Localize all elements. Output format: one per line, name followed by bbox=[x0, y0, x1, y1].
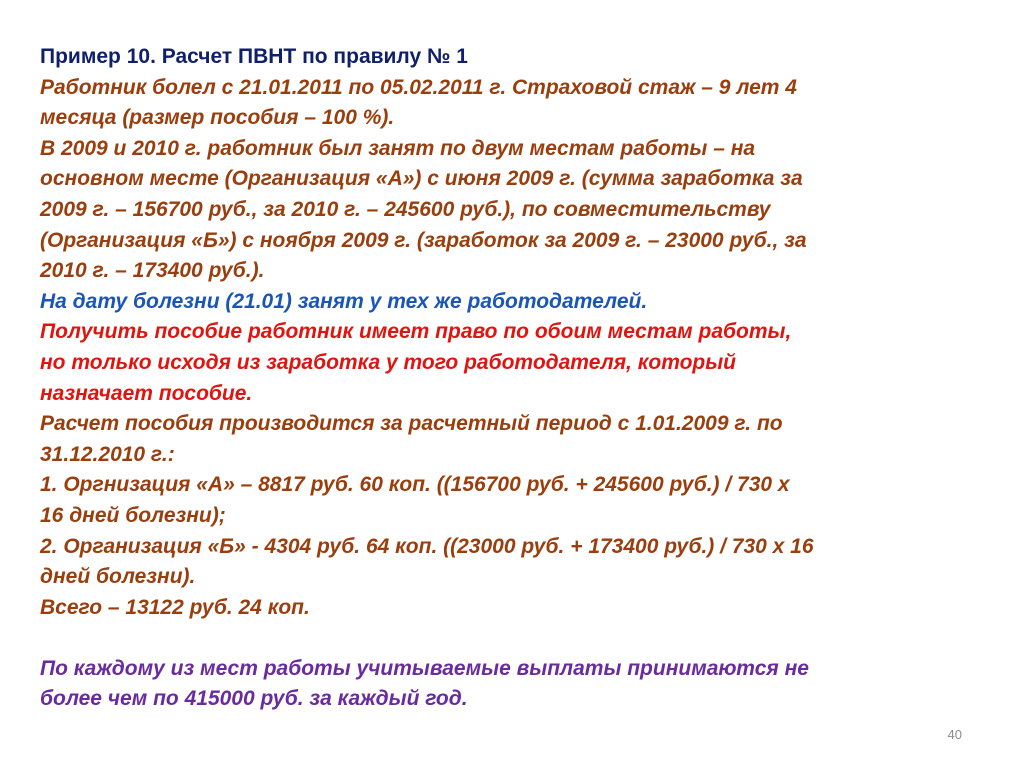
rights-line: но только исходя из заработка у того работодателя, который bbox=[40, 350, 737, 374]
calculation-paragraph bbox=[40, 409, 1000, 623]
calculation-line: Расчет пособия производится за расчетный период с 1.01.2009 г. по bbox=[40, 412, 783, 436]
spacer bbox=[40, 623, 1000, 654]
intro-paragraph bbox=[40, 73, 1000, 287]
limit-line: По каждому из мест работы учитываемые выплаты принимаются не bbox=[40, 656, 809, 680]
intro-line: 2009 г. – 156700 руб., за 2010 г. – 245600 руб.), по совместительству bbox=[40, 197, 771, 221]
slide-content bbox=[40, 42, 1000, 715]
total-line: Всего – 13122 руб. 24 коп. bbox=[40, 595, 310, 619]
intro-line: Работник болел с 21.01.2011 по 05.02.2011 г. Страховой стаж – 9 лет 4 bbox=[40, 75, 797, 99]
calculation-line: дней болезни). bbox=[40, 565, 196, 589]
slide-title: Пример 10. Расчет ПВНТ по правилу № 1 bbox=[40, 45, 468, 68]
intro-line: 2010 г. – 173400 руб.). bbox=[40, 259, 265, 283]
calculation-line: 16 дней болезни); bbox=[40, 503, 226, 527]
intro-line: месяца (размер пособия – 100 %). bbox=[40, 106, 395, 130]
intro-line: (Организация «Б») с ноября 2009 г. (заработок за 2009 г. – 23000 руб., за bbox=[40, 228, 807, 252]
calculation-line: 31.12.2010 г.: bbox=[40, 442, 175, 466]
limit-line: более чем по 415000 руб. за каждый год. bbox=[40, 687, 468, 711]
rights-paragraph bbox=[40, 317, 1000, 409]
intro-line: основном месте (Организация «А») с июня 2009 г. (сумма заработка за bbox=[40, 167, 803, 191]
page-number: 40 bbox=[947, 727, 962, 742]
calculation-line: 1. Оргнизация «А» – 8817 руб. 60 коп. ((156700 руб. + 245600 руб.) / 730 х bbox=[40, 473, 790, 497]
intro-line: В 2009 и 2010 г. работник был занят по двум местам работы – на bbox=[40, 136, 756, 160]
calculation-line: 2. Организация «Б» - 4304 руб. 64 коп. ((23000 руб. + 173400 руб.) / 730 х 16 bbox=[40, 534, 814, 558]
limit-paragraph bbox=[40, 654, 1000, 715]
rights-line: назначает пособие. bbox=[40, 381, 253, 405]
rights-line: Получить пособие работник имеет право по обоим местам работы, bbox=[40, 320, 792, 344]
employer-note: На дату болезни (21.01) занят у тех же работодателей. bbox=[40, 289, 648, 313]
